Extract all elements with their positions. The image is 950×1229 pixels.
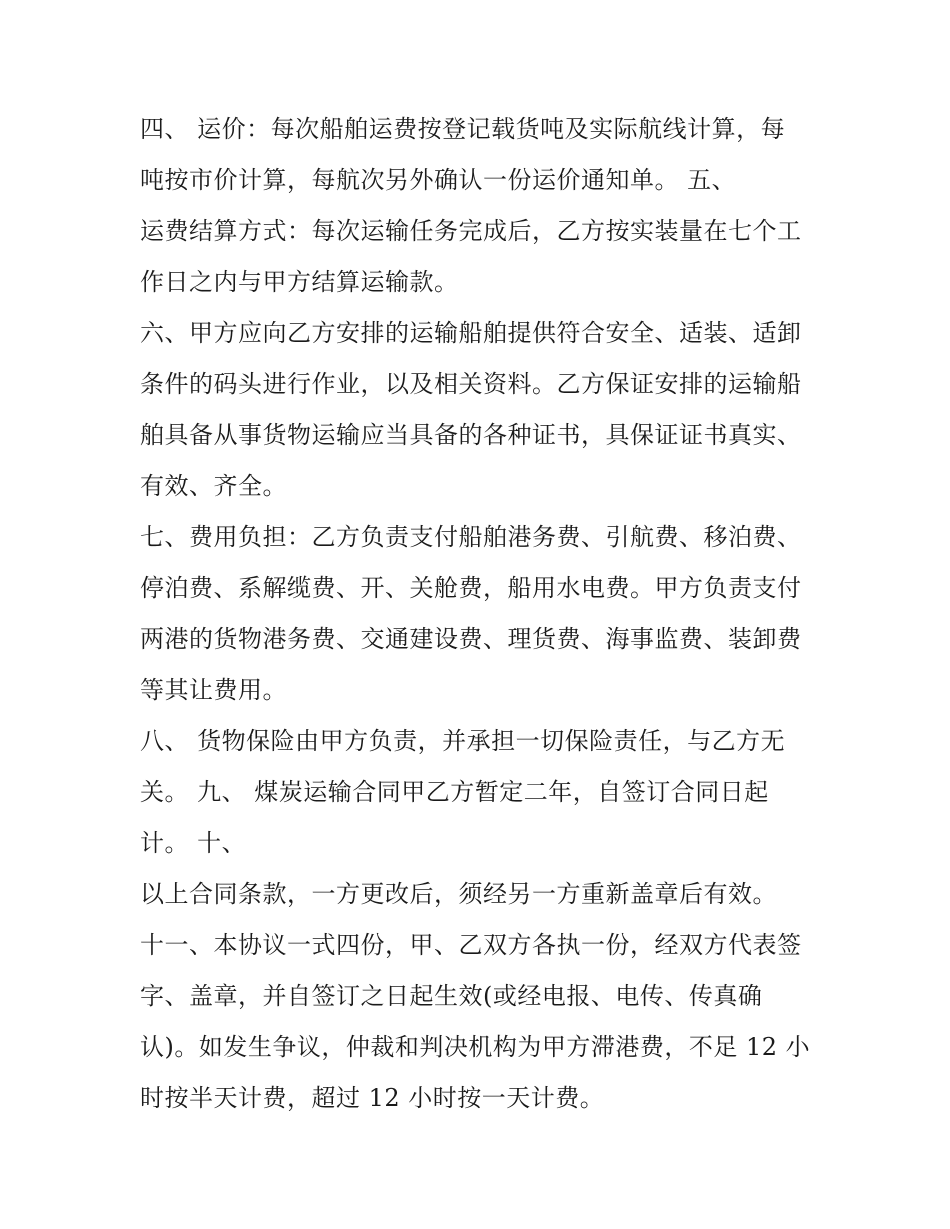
contract-text (140, 104, 830, 1124)
text-line: 时按半天计费，超过 12 小时按一天计费。 (140, 1084, 605, 1112)
text-line: 条件的码头进行作业，以及相关资料。乙方保证安排的运输船 (140, 370, 802, 398)
text-line: 吨按市价计算，每航次另外确认一份运价通知单。 五、 (140, 166, 737, 194)
text-line: 八、 货物保险由甲方负责，并承担一切保险责任，与乙方无 (140, 727, 786, 755)
text-line: 认)。如发生争议，仲裁和判决机构为甲方滞港费，不足 12 小 (140, 1033, 811, 1061)
text-line: 字、盖章，并自签订之日起生效(或经电报、电传、传真确 (140, 982, 763, 1010)
text-line: 七、费用负担：乙方负责支付船舶港务费、引航费、移泊费、 (140, 523, 802, 551)
text-line: 舶具备从事货物运输应当具备的各种证书，具保证证书真实、 (140, 421, 802, 449)
text-line: 两港的货物港务费、交通建设费、理货费、海事监费、装卸费 (140, 625, 802, 653)
text-line: 四、 运价：每次船舶运费按登记载货吨及实际航线计算，每 (140, 115, 786, 143)
text-line: 计。 十、 (140, 829, 247, 857)
text-line: 以上合同条款，一方更改后，须经另一方重新盖章后有效。 (140, 880, 777, 908)
text-line: 六、甲方应向乙方安排的运输船舶提供符合安全、适装、适卸 (140, 319, 802, 347)
text-line: 关。 九、 煤炭运输合同甲乙方暂定二年，自签订合同日起 (140, 778, 769, 806)
text-line: 等其让费用。 (140, 676, 287, 704)
text-line: 作日之内与甲方结算运输款。 (140, 268, 459, 296)
text-line: 停泊费、系解缆费、开、关舱费，船用水电费。甲方负责支付 (140, 574, 802, 602)
text-line: 运费结算方式：每次运输任务完成后，乙方按实装量在七个工 (140, 217, 802, 245)
text-line: 十一、本协议一式四份，甲、乙双方各执一份，经双方代表签 (140, 931, 802, 959)
text-line: 有效、齐全。 (140, 472, 287, 500)
